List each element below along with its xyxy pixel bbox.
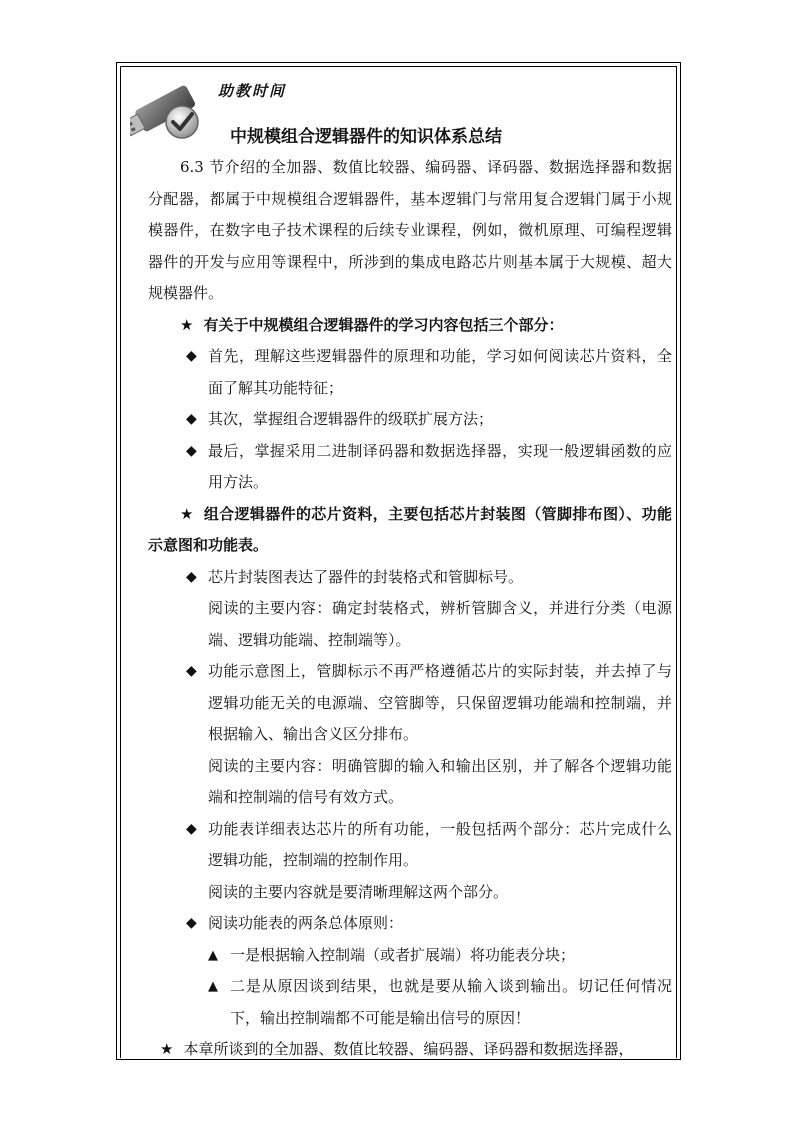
diamond-icon: ◆: [186, 348, 197, 364]
section3-heading: ★ 本章所谈到的全加器、数值比较器、编码器、译码器和数据选择器，: [160, 1040, 634, 1058]
list-item: ◆ 其次，掌握组合逻辑器件的级联扩展方法；: [148, 404, 672, 436]
rule-item: ▲ 二是从原因谈到结果，也就是要从输入谈到输出。切记任何情况下，输出控制端都不可能是输出信号的原因！: [148, 971, 672, 1034]
list-item: ◆ 首先，理解这些逻辑器件的原理和功能，学习如何阅读芯片资料，全面了解其功能特征；: [148, 341, 672, 404]
list-item: ◆ 阅读功能表的两条总体原则：: [148, 908, 672, 940]
diamond-icon: ◆: [186, 442, 197, 459]
list-item: ◆ 功能示意图上，管脚标示不再严格遵循芯片的实际封装，并去掉了与逻辑功能无关的电源端、空管脚等，只保留逻辑功能端和控制端，并根据输入、输出含义区分排布。: [148, 656, 672, 751]
diamond-icon: ◆: [186, 568, 197, 585]
list-item: ◆ 功能表详细表达芯片的所有功能，一般包括两个部分：芯片完成什么逻辑功能，控制端的控制作用。: [148, 814, 672, 877]
diamond-icon: ◆: [186, 411, 197, 427]
list-item: ◆ 最后，掌握采用二进制译码器和数据选择器，实现一般逻辑函数的应用方法。: [148, 436, 672, 499]
reading-note: 阅读的主要内容：明确管脚的输入和输出区别，并了解各个逻辑功能端和控制端的信号有效方式。: [208, 756, 672, 806]
usb-check-icon: [130, 74, 210, 140]
reading-note: 阅读的主要内容就是要清晰理解这两个部分。: [208, 882, 509, 901]
section-label: 助教时间: [218, 82, 287, 100]
star-icon: ★: [180, 315, 194, 334]
star-icon: ★: [180, 504, 194, 523]
star-icon: ★: [160, 1040, 174, 1058]
reading-note: 阅读的主要内容：确定封装格式，辨析管脚含义，并进行分类（电源端、逻辑功能端、控制端等）。: [208, 599, 672, 649]
diamond-icon: ◆: [186, 663, 197, 679]
diamond-icon: ◆: [186, 915, 197, 931]
page-title: 中规模组合逻辑器件的知识体系总结: [230, 127, 502, 147]
content-body: [148, 152, 672, 1066]
section2-heading: ★ 组合逻辑器件的芯片资料，主要包括芯片封装图（管脚排布图）、功能示意图和功能表。: [148, 504, 672, 554]
rule-item: ▲ 一是根据输入控制端（或者扩展端）将功能表分块；: [148, 940, 672, 972]
intro-paragraph: 6.3 节介绍的全加器、数值比较器、编码器、译码器、数据选择器和数据分配器，都属于中规模组合逻辑器件，基本逻辑门与常用复合逻辑门属于小规模器件，在数字电子技术课程的后续专业课程，例如，微机原理、可编程逻辑器件的开发与应用等课程中，所涉到的集成电路芯片则基本属于大规模、超大规模器件。: [148, 158, 672, 302]
diamond-icon: ◆: [186, 820, 197, 837]
triangle-icon: ▲: [208, 947, 218, 963]
triangle-icon: ▲: [208, 979, 218, 994]
section1-heading: ★ 有关于中规模组合逻辑器件的学习内容包括三个部分：: [180, 315, 564, 334]
list-item: ◆ 芯片封装图表达了器件的封装格式和管脚标号。: [148, 562, 672, 594]
